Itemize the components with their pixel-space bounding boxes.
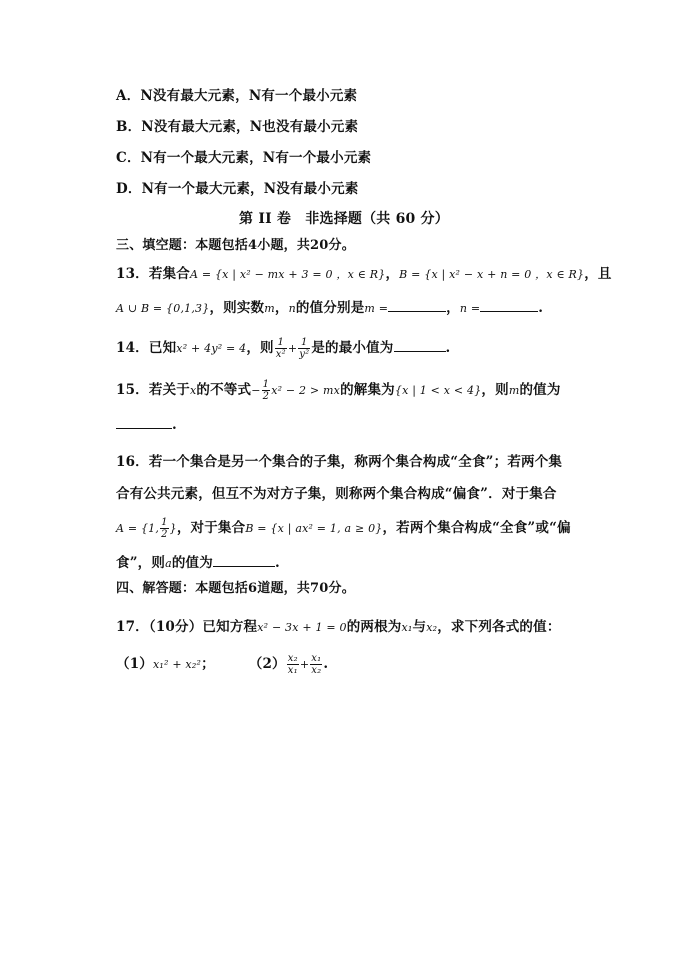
q16-set-a-post: } <box>169 522 177 535</box>
q14-fraction-2: $\frac{1}{\text{y²}}$ <box>299 337 310 360</box>
question-15-line1 <box>116 378 561 402</box>
q13-m-eq: m = <box>364 302 389 315</box>
q16-blank[interactable] <box>213 554 275 567</box>
q13-prefix: 13．若集合 <box>116 266 190 282</box>
q15-text4: 的值为 <box>519 382 561 398</box>
section3-heading: 三、填空题：本题包括4小题，共20分。 <box>116 238 355 253</box>
q17-with: 与 <box>412 619 427 635</box>
q17-part1-label: （1） <box>116 656 153 672</box>
q17-part2-end: . <box>323 656 329 672</box>
q17-text1: 的两根为 <box>346 619 402 635</box>
q17-part2-label: （2） <box>248 656 286 672</box>
q14-mid: ，则 <box>246 340 274 356</box>
q13-n: n <box>288 302 296 315</box>
q15-end: . <box>172 417 177 433</box>
q13-comma: ， <box>385 266 400 282</box>
q13-set-b: B = {x | x² − x + n = 0 ，x ∈ R} <box>399 268 585 281</box>
q14-blank[interactable] <box>394 339 446 352</box>
question-15-line2 <box>116 416 177 433</box>
q13-m: m <box>264 302 275 315</box>
q15-text2: 的解集为 <box>340 382 395 398</box>
q17-fraction-2: $\frac{\text{x₁}}{\text{x₂}}$ <box>311 653 322 676</box>
question-16-line1: 16．若一个集合是另一个集合的子集，称两个集合构成“全食”；若两个集 <box>116 454 563 470</box>
q16-text2: ，若两个集合构成“全食”或“偏 <box>382 520 571 536</box>
q17-fraction-1: $\frac{\text{x₂}}{\text{x₁}}$ <box>287 653 298 676</box>
question-13-line2 <box>116 296 543 316</box>
section4-heading: 四、解答题：本题包括6道题，共70分。 <box>116 581 355 596</box>
q15-minus: − <box>251 384 261 397</box>
q13-and: ，且 <box>584 266 612 282</box>
q14-prefix: 14．已知 <box>116 340 177 356</box>
q15-prefix: 15．若关于 <box>116 382 190 398</box>
q16-set-a-pre: A = {1, <box>116 522 160 535</box>
option-c: C．N有一个最大元素，N有一个最小元素 <box>116 150 372 166</box>
q17-x2: x₂ <box>426 621 438 634</box>
q13-text2: ，则实数 <box>209 300 265 316</box>
q14-fraction-1: $\frac{1}{\text{x²}}$ <box>275 337 286 360</box>
option-a: A．N没有最大元素，N有一个最小元素 <box>116 88 358 104</box>
q14-end: . <box>445 340 451 356</box>
q16-end: . <box>274 555 280 571</box>
part2-title: 第 II 卷 非选择题（共 60 分） <box>239 211 449 227</box>
q13-end: . <box>538 300 544 316</box>
q17-part1-end: ； <box>201 656 215 672</box>
q16-text1: ，对于集合 <box>176 520 246 536</box>
q15-solution-set: {x | 1 < x < 4} <box>394 384 482 397</box>
q16-a: a <box>165 557 172 570</box>
q13-set-a: A = {x | x² − mx + 3 = 0 ，x ∈ R} <box>190 268 386 281</box>
q15-inequality: x² − 2 > mx <box>271 384 341 397</box>
q16-line4-post: 的值为 <box>171 555 213 571</box>
question-17-parts <box>116 652 328 676</box>
q17-equation: x² − 3x + 1 = 0 <box>257 621 347 634</box>
q15-x: x <box>190 384 197 397</box>
question-16-line2: 合有公共元素，但互不为对方子集，则称两个集合构成“偏食”．对于集合 <box>116 486 557 502</box>
question-14 <box>116 336 450 360</box>
question-17 <box>116 615 561 635</box>
q17-prefix: 17．（10分）已知方程 <box>116 619 258 635</box>
option-b: B．N没有最大元素，N也没有最小元素 <box>116 119 359 135</box>
q13-n-blank[interactable] <box>480 299 538 312</box>
q17-plus: + <box>299 658 310 671</box>
q13-sep2: ， <box>446 300 460 316</box>
q15-fraction: $\frac{1}{2}$ <box>262 379 270 402</box>
q13-n-eq: n = <box>459 302 481 315</box>
q14-suffix: 是的最小值为 <box>311 340 394 356</box>
q15-blank[interactable] <box>116 416 172 429</box>
q15-m: m <box>508 384 520 397</box>
q13-m-blank[interactable] <box>388 299 446 312</box>
q15-text1: 的不等式 <box>196 382 252 398</box>
q13-text3: 的值分别是 <box>295 300 365 316</box>
q13-union: A ∪ B = {0,1,3} <box>116 302 210 315</box>
q13-sep: ， <box>274 300 289 316</box>
option-d: D．N有一个最大元素，N没有最小元素 <box>116 181 359 197</box>
q17-text2: ，求下列各式的值： <box>437 619 561 635</box>
question-16-line3 <box>116 516 571 540</box>
q14-plus: + <box>287 342 298 355</box>
question-16-line4 <box>116 551 280 571</box>
q14-equation: x² + 4y² = 4 <box>176 342 247 355</box>
q17-x1: x₁ <box>401 621 413 634</box>
q17-part1-expr: x₁² + x₂² <box>153 658 202 671</box>
q16-set-b: B = {x | ax² = 1, a ≥ 0} <box>245 522 383 535</box>
q16-fraction: $\frac{1}{2}$ <box>161 517 168 540</box>
q16-line4-pre: 食”，则 <box>116 555 166 571</box>
question-13-line1 <box>116 262 612 282</box>
q15-text3: ，则 <box>481 382 509 398</box>
